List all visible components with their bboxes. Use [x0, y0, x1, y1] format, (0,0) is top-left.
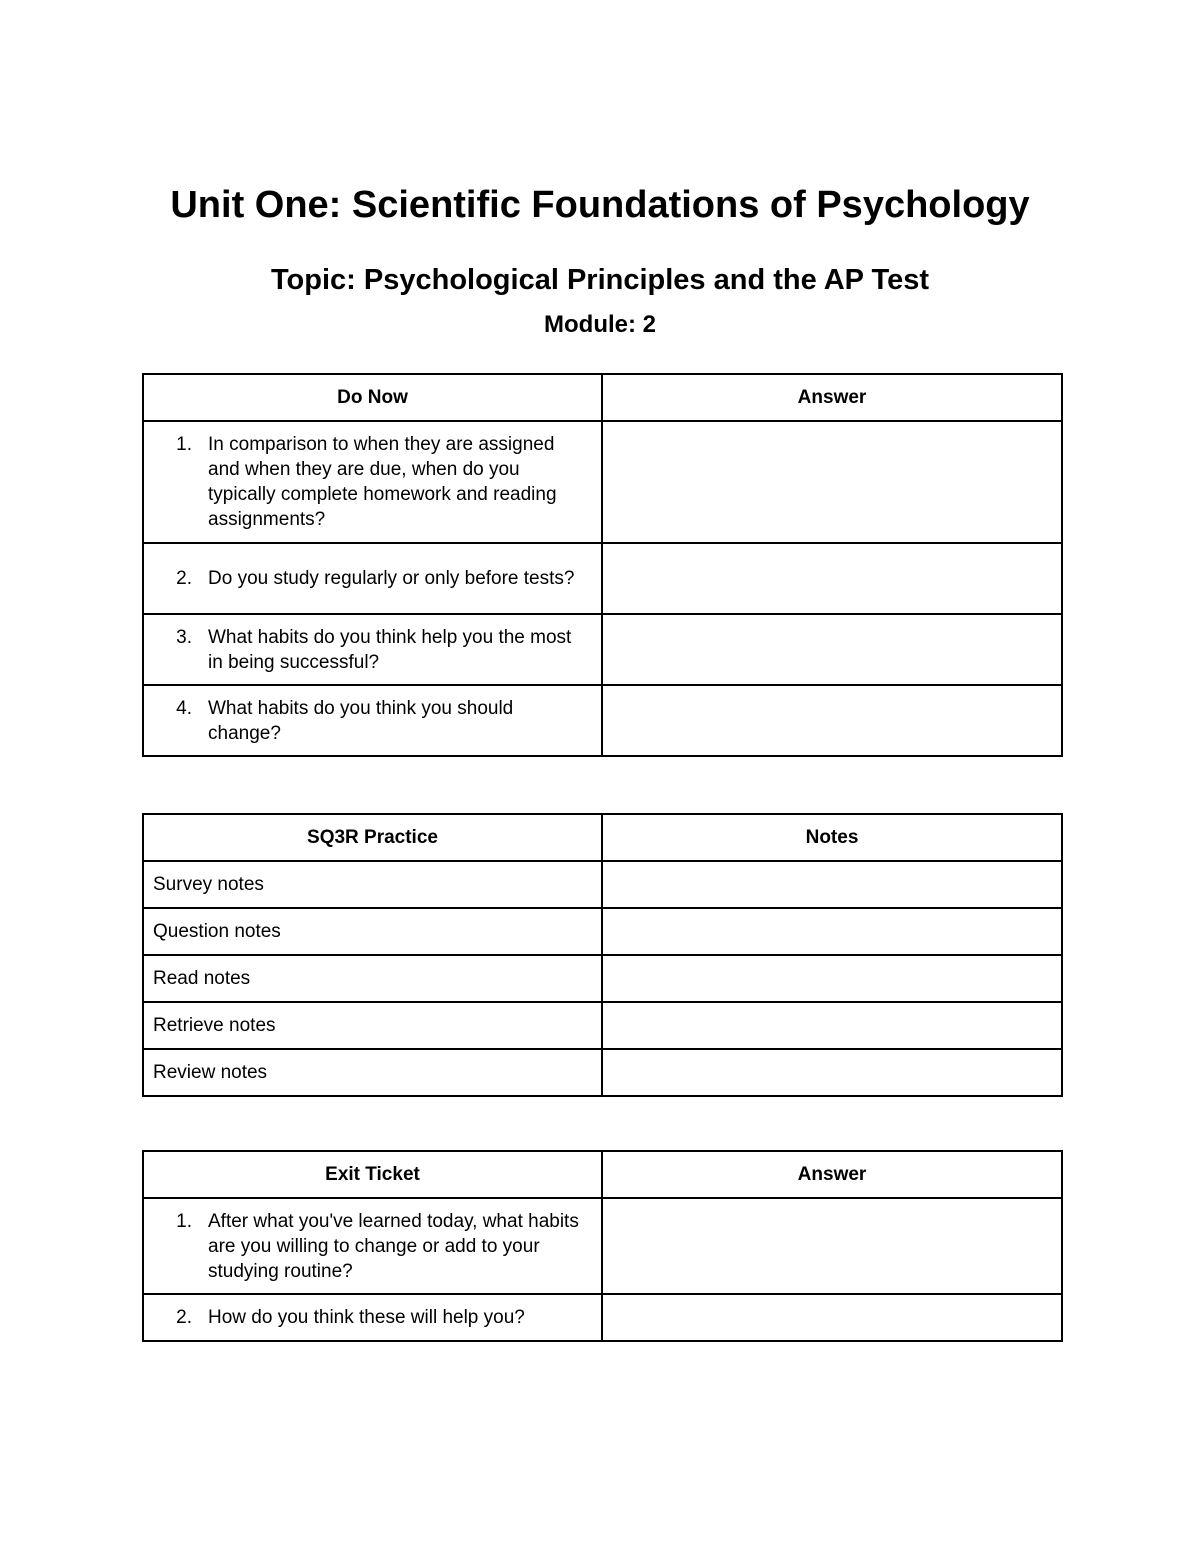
answer-cell[interactable]	[602, 1198, 1062, 1294]
notes-header: Notes	[602, 814, 1062, 861]
question-number: 3.	[176, 626, 192, 648]
question-text: What habits do you think you should change?	[208, 697, 514, 744]
question-text: What habits do you think help you the most in being successful?	[208, 626, 572, 673]
answer-header: Answer	[602, 374, 1062, 421]
notes-cell[interactable]	[602, 908, 1062, 955]
question-cell	[143, 1294, 602, 1341]
question-text: In comparison to when they are assigned and when they are due, when do you typically complete homework and reading assignments?	[208, 434, 557, 530]
question-cell	[143, 543, 602, 614]
table-header-row	[143, 814, 1062, 861]
table-row	[143, 1049, 1062, 1096]
answer-cell[interactable]	[602, 1294, 1062, 1341]
answer-cell[interactable]	[602, 421, 1062, 543]
table-row	[143, 955, 1062, 1002]
sq3r-step-label: Read notes	[143, 955, 602, 1002]
question-number: 4.	[176, 697, 192, 719]
question-cell	[143, 685, 602, 756]
table-row	[143, 685, 1062, 756]
question-cell	[143, 421, 602, 543]
answer-cell[interactable]	[602, 685, 1062, 756]
sq3r-step-label: Question notes	[143, 908, 602, 955]
question-text: Do you study regularly or only before tests?	[208, 568, 575, 589]
question-number: 1.	[176, 1210, 192, 1232]
table-row	[143, 1294, 1062, 1341]
question-text: After what you've learned today, what habits are you willing to change or add to your studying routine?	[208, 1210, 579, 1282]
table-row	[143, 1198, 1062, 1294]
table-row	[143, 861, 1062, 908]
table-row	[143, 908, 1062, 955]
question-text: How do you think these will help you?	[208, 1307, 525, 1328]
table-row	[143, 614, 1062, 685]
topic-heading: Topic: Psychological Principles and the AP Test	[270, 264, 930, 296]
table-header-row	[143, 1151, 1062, 1198]
question-number: 1.	[176, 434, 192, 455]
table-header-row	[143, 374, 1062, 421]
do-now-header: Do Now	[143, 374, 602, 421]
question-number: 2.	[176, 1307, 192, 1328]
notes-cell[interactable]	[602, 861, 1062, 908]
notes-cell[interactable]	[602, 1049, 1062, 1096]
notes-cell[interactable]	[602, 1002, 1062, 1049]
sq3r-practice-header: SQ3R Practice	[143, 814, 602, 861]
question-cell	[143, 614, 602, 685]
question-cell	[143, 1198, 602, 1294]
module-heading: Module: 2	[544, 311, 656, 338]
page-title: Unit One: Scientific Foundations of Psychology	[170, 184, 1030, 226]
sq3r-step-label: Survey notes	[143, 861, 602, 908]
table-row	[143, 421, 1062, 543]
notes-cell[interactable]	[602, 955, 1062, 1002]
sq3r-step-label: Retrieve notes	[143, 1002, 602, 1049]
answer-cell[interactable]	[602, 614, 1062, 685]
exit-ticket-header: Exit Ticket	[143, 1151, 602, 1198]
question-number: 2.	[176, 568, 192, 589]
do-now-table	[142, 373, 1063, 757]
table-row	[143, 1002, 1062, 1049]
exit-ticket-table	[142, 1150, 1063, 1342]
table-row	[143, 543, 1062, 614]
answer-cell[interactable]	[602, 543, 1062, 614]
sq3r-table	[142, 813, 1063, 1097]
answer-header: Answer	[602, 1151, 1062, 1198]
sq3r-step-label: Review notes	[143, 1049, 602, 1096]
